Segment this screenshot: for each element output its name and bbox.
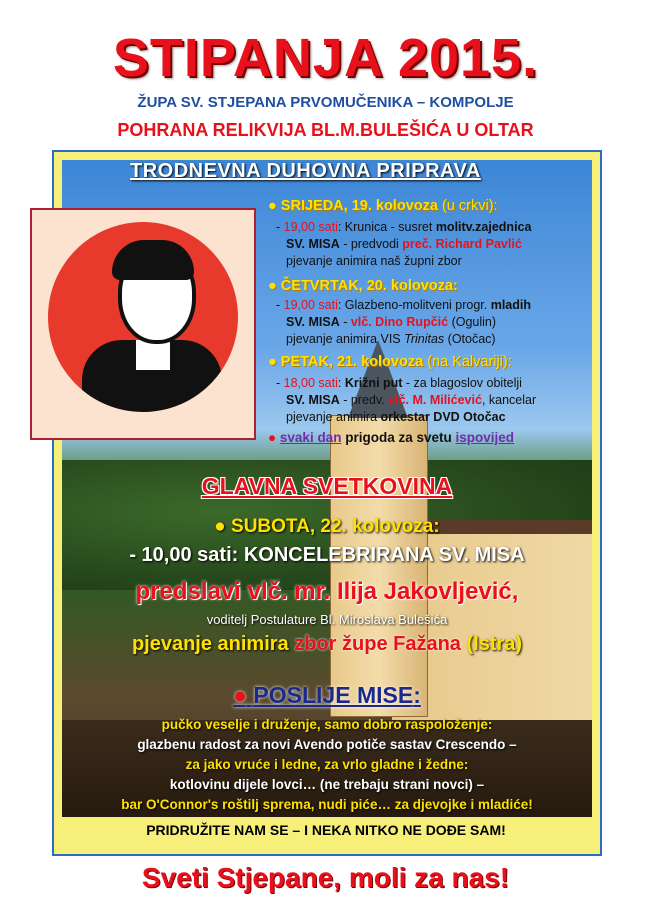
day-1-line-1: - 19,00 sati: Krunica - susret molitv.zajednica xyxy=(276,220,532,234)
bullet-icon: ● xyxy=(268,278,281,294)
footer-prayer: Sveti Stjepane, moli za nas! xyxy=(141,862,510,893)
day-3-heading: ● PETAK, 21. kolovoza (na Kalvariji): xyxy=(268,354,512,370)
choir-line: pjevanje animira zbor župe Fažana (Istra) xyxy=(131,633,523,655)
day-1-line-3: pjevanje animira naš župni zbor xyxy=(286,254,462,268)
portrait-image xyxy=(30,208,256,440)
day-2-heading: ● ČETVRTAK, 20. kolovoza: xyxy=(268,278,458,294)
day-2-line-1: - 19,00 sati: Glazbeno-molitveni progr. mladih xyxy=(276,298,532,312)
relic-subtitle: POHRANA RELIKVIJA BL.M.BULEŠIĆA U OLTAR xyxy=(117,120,534,140)
after-mass-heading: ● POSLIJE MISE: xyxy=(233,682,421,708)
day-1-heading: ● SRIJEDA, 19. kolovoza (u crkvi): xyxy=(268,198,498,214)
bullet-icon: ● xyxy=(268,430,280,445)
day-2-line-2: SV. MISA - vlč. Dino Rupčić (Ogulin) xyxy=(286,315,497,329)
after-mass-line-5: bar O'Connor's roštilj sprema, nudi piće… za djevojke i mladiće! xyxy=(121,797,533,812)
main-feast-heading: GLAVNA SVETKOVINA xyxy=(201,473,453,499)
portrait-hair xyxy=(112,240,194,280)
after-mass-line-2: glazbenu radost za novi Avendo potiče sastav Crescendo – xyxy=(137,737,517,752)
portrait-circle xyxy=(48,222,238,412)
after-mass-line-1: pučko veselje i druženje, samo dobro raspoloženje: xyxy=(161,717,493,732)
day-3-line-2: SV. MISA - predv. vlč. M. Milićević, kancelar xyxy=(286,393,537,407)
poster-title: STIPANJA 2015. xyxy=(112,28,539,88)
parish-subtitle: ŽUPA SV. STJEPANA PRVOMUČENIKA – KOMPOLJE xyxy=(137,94,514,111)
mass-line: - 10,00 sati: KONCELEBRIRANA SV. MISA xyxy=(129,544,525,566)
bullet-icon: ● xyxy=(268,354,281,370)
closing-banner: PRIDRUŽITE NAM SE – I NEKA NITKO NE DOĐE SAM! xyxy=(60,817,592,843)
day-2-line-3: pjevanje animira VIS Trinitas (Otočac) xyxy=(286,332,496,346)
confession-line: ● svaki dan prigoda za svetu ispovijed xyxy=(268,430,514,445)
saturday-line: ● SUBOTA, 22. kolovoza: xyxy=(214,516,440,537)
preparation-heading: TRODNEVNA DUHOVNA PRIPRAVA xyxy=(130,160,481,182)
portrait-collar xyxy=(136,340,170,370)
after-mass-line-3: za jako vruće i ledne, za vrlo gladne i žedne: xyxy=(185,757,469,772)
presider-line: predslavi vlč. mr. Ilija Jakovljević, xyxy=(135,578,519,605)
bullet-icon: ● xyxy=(268,198,281,214)
day-3-line-1: - 18,00 sati: Križni put - za blagoslov obitelji xyxy=(276,376,522,390)
day-1-line-2: SV. MISA - predvodi preč. Richard Pavlić xyxy=(286,237,522,251)
after-mass-line-4: kotlovinu dijele lovci… (ne trebaju strani novci) – xyxy=(169,777,485,792)
day-3-line-3: pjevanje animira orkestar DVD Otočac xyxy=(286,410,506,424)
postulature-line: voditelj Postulature Bl. Miroslava Bulešića xyxy=(206,612,448,627)
